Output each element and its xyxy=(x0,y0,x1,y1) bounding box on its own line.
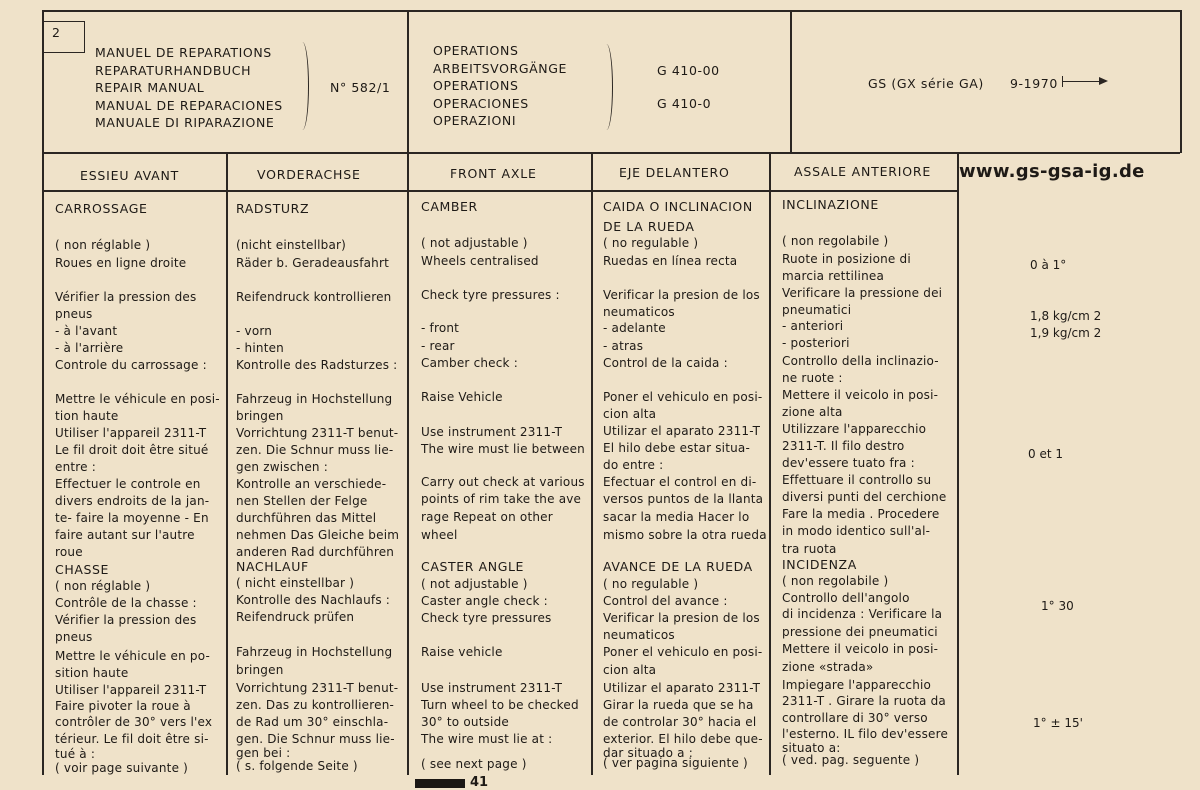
section-heading: AVANCE DE LA RUEDA xyxy=(603,559,753,574)
section-heading: CASTER ANGLE xyxy=(421,559,525,574)
operation-title-1: OPERATIONS xyxy=(433,43,519,58)
body-line: sition haute xyxy=(55,666,129,680)
body-line: Poner el vehiculo en posi- xyxy=(603,390,763,404)
body-line: gen zwischen : xyxy=(236,460,328,474)
rule-right xyxy=(1180,10,1182,153)
rule-col-2 xyxy=(226,152,228,775)
body-line: Check tyre pressures xyxy=(421,611,552,625)
section-heading: DE LA RUEDA xyxy=(603,219,695,234)
operation-title-4: OPERACIONES xyxy=(433,95,529,111)
body-line: tion haute xyxy=(55,409,119,423)
rule-left xyxy=(42,10,44,775)
body-line: entre : xyxy=(55,460,97,474)
body-line: Raise Vehicle xyxy=(421,390,503,404)
body-line: faire autant sur l'autre xyxy=(55,528,195,542)
body-line: l'esterno. IL filo dev'essere xyxy=(782,727,949,741)
body-line: 2311-T . Girare la ruota da xyxy=(782,694,946,708)
operation-code-2: G 410-0 xyxy=(657,96,712,111)
body-line: tué à : xyxy=(55,747,96,761)
body-line: pneus xyxy=(55,630,93,644)
operation-title-2: ARBEITSVORGÄNGE xyxy=(433,60,567,76)
manual-title-5: MANUALE DI RIPARAZIONE xyxy=(95,115,275,130)
body-line: ( s. folgende Seite ) xyxy=(236,759,358,773)
operation-title-5: OPERAZIONI xyxy=(433,113,517,128)
body-line: Fare la media . Procedere xyxy=(782,507,940,521)
body-line: versos puntos de la llanta xyxy=(603,492,764,506)
body-line: Use instrument 2311-T xyxy=(421,681,563,695)
body-line: Efectuar el control en di- xyxy=(603,475,757,489)
col-head-en: FRONT AXLE xyxy=(450,166,537,181)
body-line: - front xyxy=(421,321,460,335)
body-line: anderen Rad durchführen xyxy=(236,545,395,559)
section-heading: CARROSSAGE xyxy=(55,201,148,216)
body-line: Reifendruck prüfen xyxy=(236,610,355,624)
body-line: - vorn xyxy=(236,324,273,338)
rule-header-bottom xyxy=(42,152,1180,154)
body-line: ( non réglable ) xyxy=(55,238,151,252)
body-line: Vorrichtung 2311-T benut- xyxy=(236,681,399,695)
body-line: Kontrolle des Radsturzes : xyxy=(236,358,398,372)
body-line: dev'essere tuato fra : xyxy=(782,456,915,470)
body-line: Mettere il veicolo in posi- xyxy=(782,642,939,656)
body-line: di incidenza : Verificare la xyxy=(782,607,943,621)
body-line: te- faire la moyenne - En xyxy=(55,511,209,525)
body-line: - à l'arrière xyxy=(55,341,124,355)
body-line: neumaticos xyxy=(603,628,675,642)
body-line: 2311-T. Il filo destro xyxy=(782,439,905,453)
spec-value: 0 à 1° xyxy=(1030,258,1067,272)
arrow-right-icon xyxy=(1062,81,1106,82)
body-line: Fahrzeug in Hochstellung xyxy=(236,392,393,406)
col-head-fr: ESSIEU AVANT xyxy=(80,168,180,183)
body-line: Caster angle check : xyxy=(421,594,548,608)
body-line: points of rim take the ave xyxy=(421,492,582,506)
section-heading: CHASSE xyxy=(55,562,110,577)
body-line: Control de la caida : xyxy=(603,356,728,370)
body-line: - à l'avant xyxy=(55,324,118,338)
body-line: tra ruota xyxy=(782,542,837,556)
body-line: in modo identico sull'al- xyxy=(782,524,931,538)
body-line: Control del avance : xyxy=(603,594,728,608)
manual-title-1: MANUEL DE REPARATIONS xyxy=(95,45,272,60)
body-line: rage Repeat on other xyxy=(421,510,553,524)
body-line: Vorrichtung 2311-T benut- xyxy=(236,426,399,440)
body-line: de Rad um 30° einschla- xyxy=(236,715,389,729)
body-line: Vérifier la pression des xyxy=(55,290,197,304)
body-line: controllare di 30° verso xyxy=(782,711,928,725)
rule-col-5 xyxy=(769,152,771,775)
body-line: ( ver pagina siguiente ) xyxy=(603,756,748,770)
body-line: situato a: xyxy=(782,741,841,755)
body-line: pneus xyxy=(55,307,93,321)
spec-value: 1,8 kg/cm 2 xyxy=(1030,309,1102,323)
body-line: gen. Die Schnur muss lie- xyxy=(236,732,395,746)
body-line: contrôler de 30° vers l'ex xyxy=(55,715,213,729)
body-line: 30° to outside xyxy=(421,715,509,729)
body-line: diversi punti del cerchione xyxy=(782,490,947,504)
body-line: Faire pivoter la roue à xyxy=(55,699,191,713)
body-line: El hilo debe estar situa- xyxy=(603,441,750,455)
body-line: sacar la media Hacer lo xyxy=(603,510,750,524)
body-line: neumaticos xyxy=(603,305,675,319)
body-line: Raise vehicle xyxy=(421,645,503,659)
body-line: - posteriori xyxy=(782,336,850,350)
body-line: ( no regulable ) xyxy=(603,577,699,591)
body-line: zen. Die Schnur muss lie- xyxy=(236,443,394,457)
model-label: GS (GX série GA) xyxy=(868,76,984,91)
body-line: Ruote in posizione di xyxy=(782,252,911,266)
body-line: divers endroits de la jan- xyxy=(55,494,210,508)
body-line: ( not adjustable ) xyxy=(421,577,528,591)
body-line: nen Stellen der Felge xyxy=(236,494,368,508)
body-line: The wire must lie between xyxy=(421,442,585,456)
col-head-it: ASSALE ANTERIORE xyxy=(794,164,932,179)
body-line: do entre : xyxy=(603,458,664,472)
section-heading: CAMBER xyxy=(421,199,478,214)
body-line: Mettre le véhicule en po- xyxy=(55,649,211,663)
body-line: Controle du carrossage : xyxy=(55,358,207,372)
body-line: Girar la rueda que se ha xyxy=(603,698,754,712)
section-heading: INCLINAZIONE xyxy=(782,197,879,212)
body-line: zione alta xyxy=(782,405,843,419)
body-line: Utilizzare l'apparecchio xyxy=(782,422,927,436)
manual-title-3: REPAIR MANUAL xyxy=(95,80,205,95)
section-heading: CAIDA O INCLINACION xyxy=(603,199,753,214)
body-line: Poner el vehiculo en posi- xyxy=(603,645,763,659)
body-line: ( non regolabile ) xyxy=(782,234,889,248)
body-line: Check tyre pressures : xyxy=(421,288,560,302)
spec-value: 1° 30 xyxy=(1041,599,1074,613)
spec-value: 0 et 1 xyxy=(1028,447,1063,461)
body-line: térieur. Le fil doit être si- xyxy=(55,732,209,746)
manual-number: N° 582/1 xyxy=(330,80,391,95)
body-line: exterior. El hilo debe que- xyxy=(603,732,763,746)
body-line: Verificar la presion de los xyxy=(603,611,760,625)
body-line: ( ved. pag. seguente ) xyxy=(782,753,920,767)
body-line: Carry out check at various xyxy=(421,475,585,489)
rule-col-3 xyxy=(407,10,409,775)
body-line: Controllo dell'angolo xyxy=(782,591,910,605)
body-line: cion alta xyxy=(603,407,657,421)
body-line: ( voir page suivante ) xyxy=(55,761,189,775)
body-line: mismo sobre la otra rueda xyxy=(603,528,767,542)
website-watermark: www.gs-gsa-ig.de xyxy=(959,161,1145,182)
rule-col-4 xyxy=(591,152,593,775)
body-line: bringen xyxy=(236,663,284,677)
body-line: Mettre le véhicule en posi- xyxy=(55,392,220,406)
col-head-de: VORDERACHSE xyxy=(257,167,361,182)
body-line: ( nicht einstellbar ) xyxy=(236,576,355,590)
body-line: marcia rettilinea xyxy=(782,269,885,283)
section-heading: INCIDENZA xyxy=(782,557,857,572)
footer-black-bar xyxy=(415,779,465,788)
body-line: ( not adjustable ) xyxy=(421,236,528,250)
body-line: - anteriori xyxy=(782,319,844,333)
body-line: Utilizar el aparato 2311-T xyxy=(603,424,761,438)
body-line: pneumatici xyxy=(782,303,852,317)
body-line: Räder b. Geradeausfahrt xyxy=(236,256,390,270)
body-line: bringen xyxy=(236,409,284,423)
body-line: ( no regulable ) xyxy=(603,236,699,250)
body-line: dar situado a : xyxy=(603,746,693,760)
body-line: Reifendruck kontrollieren xyxy=(236,290,392,304)
manual-title-4: MANUAL DE REPARACIONES xyxy=(95,97,283,113)
body-line: Verificare la pressione dei xyxy=(782,286,943,300)
body-line: - hinten xyxy=(236,341,284,355)
page-box-number: 2 xyxy=(52,25,60,40)
section-heading: RADSTURZ xyxy=(236,201,310,216)
body-line: Fahrzeug in Hochstellung xyxy=(236,645,393,659)
body-line: Contrôle de la chasse : xyxy=(55,596,197,610)
body-line: durchführen das Mittel xyxy=(236,511,377,525)
body-line: Utilizar el aparato 2311-T xyxy=(603,681,761,695)
body-line: ( non regolabile ) xyxy=(782,574,889,588)
section-heading: NACHLAUF xyxy=(236,559,309,574)
body-line: Verificar la presion de los xyxy=(603,288,760,302)
body-line: - atras xyxy=(603,339,644,353)
body-line: ne ruote : xyxy=(782,371,843,385)
body-line: zione «strada» xyxy=(782,660,874,674)
body-line: nehmen Das Gleiche beim xyxy=(236,528,400,542)
date-label: 9-1970 xyxy=(1010,76,1058,91)
body-line: Vérifier la pression des xyxy=(55,613,197,627)
body-line: pressione dei pneumatici xyxy=(782,625,938,639)
body-line: wheel xyxy=(421,528,458,542)
body-line: The wire must lie at : xyxy=(421,732,553,746)
body-line: Ruedas en línea recta xyxy=(603,254,738,268)
body-line: Wheels centralised xyxy=(421,254,539,268)
body-line: Controllo della inclinazio- xyxy=(782,354,939,368)
body-line: - adelante xyxy=(603,321,666,335)
body-line: cion alta xyxy=(603,663,657,677)
body-line: Le fil droit doit être situé xyxy=(55,443,209,457)
page-box xyxy=(43,21,85,53)
body-line: Utiliser l'appareil 2311-T xyxy=(55,683,207,697)
body-line: Turn wheel to be checked xyxy=(421,698,579,712)
rule-col-6 xyxy=(957,152,959,775)
manual-title-2: REPARATURHANDBUCH xyxy=(95,62,252,78)
operation-code-1: G 410-00 xyxy=(657,63,720,78)
body-line: Utiliser l'appareil 2311-T xyxy=(55,426,207,440)
body-line: Roues en ligne droite xyxy=(55,256,187,270)
operation-title-3: OPERATIONS xyxy=(433,78,519,93)
rule-header-right xyxy=(790,10,792,153)
body-line: (nicht einstellbar) xyxy=(236,238,347,252)
body-line: ( see next page ) xyxy=(421,757,527,771)
brace-operations xyxy=(600,44,613,130)
brace-manual xyxy=(296,42,309,130)
rule-top xyxy=(42,10,1180,12)
col-head-es: EJE DELANTERO xyxy=(619,165,730,180)
body-line: Kontrolle des Nachlaufs : xyxy=(236,593,391,607)
body-line: Kontrolle an verschiede- xyxy=(236,477,387,491)
body-line: zen. Das zu kontrollieren- xyxy=(236,698,395,712)
spec-value: 1° ± 15' xyxy=(1033,716,1083,730)
rule-column-heads xyxy=(42,190,957,192)
body-line: - rear xyxy=(421,339,455,353)
body-line: de controlar 30° hacia el xyxy=(603,715,757,729)
spec-value: 1,9 kg/cm 2 xyxy=(1030,326,1102,340)
body-line: gen bei : xyxy=(236,746,291,760)
body-line: Camber check : xyxy=(421,356,518,370)
body-line: Effectuer le controle en xyxy=(55,477,201,491)
footer-page-number: 41 xyxy=(470,775,489,790)
body-line: roue xyxy=(55,545,83,559)
body-line: Use instrument 2311-T xyxy=(421,425,563,439)
body-line: ( non réglable ) xyxy=(55,579,151,593)
body-line: Impiegare l'apparecchio xyxy=(782,678,932,692)
body-line: Mettere il veicolo in posi- xyxy=(782,388,939,402)
body-line: Effettuare il controllo su xyxy=(782,473,932,487)
